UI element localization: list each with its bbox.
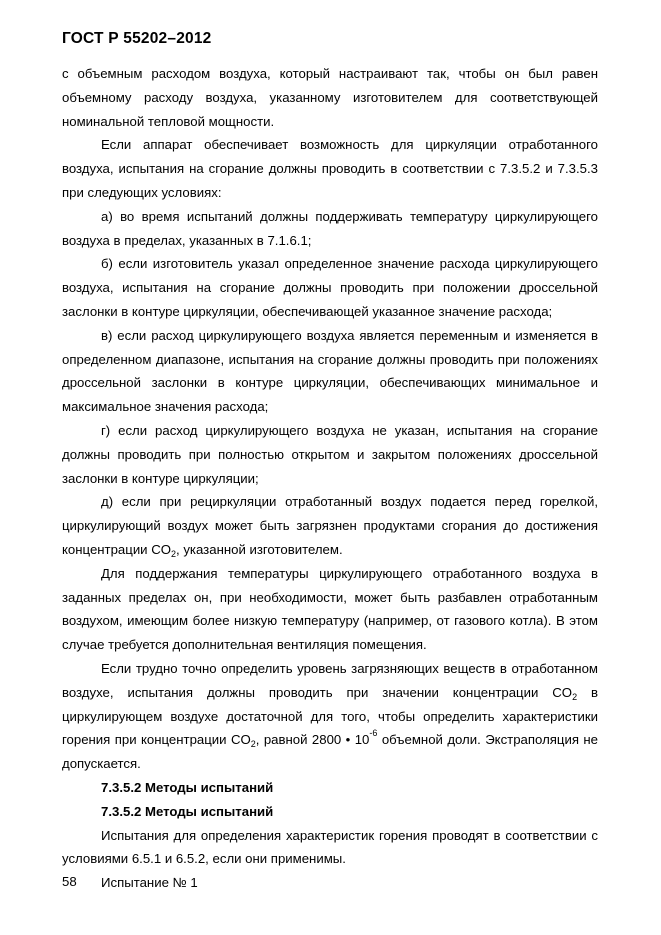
paragraph-continuation: с объемным расходом воздуха, который настраивают так, чтобы он был равен объемному расходу воздуха, указанному изготовителем для соответствующей номинальной тепловой мощности. [62,66,598,129]
document-header: ГОСТ Р 55202–2012 [62,30,212,47]
co2-subscript: 2 [572,691,578,702]
list-item-d-text-1: д) если при рециркуляции отработанный воздух подается перед горелкой, циркулирующий воздух может быть загрязнен продуктами сгорания до достижения концентрации CO [62,494,598,557]
list-item-d-text-2: , указанной изготовителем. [176,541,343,557]
co2-subscript: 2 [250,739,256,750]
list-item-v: в) если расход циркулирующего воздуха является переменным и изменяется в определенном диапазоне, испытания на сгорание должны проводить при положениях дроссельной заслонки в контуре циркуляции, обеспечивающих минимальное и максимальное значения расхода; [62,327,598,415]
page-number: 58 [62,874,77,889]
contamination-text-2: в циркулирующем воздухе достаточной для того, чтобы определить характеристики горения при концентрации CO [62,684,599,748]
paragraph-test-methods: Испытания для определения характеристик горения проводят в соответствии с условиями 6.5.1 и 6.5.2, если они применимы. [62,827,598,867]
test-title: Испытание № 1 [101,875,198,891]
paragraph-dilution: Для поддержания температуры циркулирующего отработанного воздуха в заданных пределах он, при необходимости, может быть разбавлен отработанным воздухом, имеющим более низкую температуру (например, от газового котла). В этом случае требуется дополнительная вентиляция помещения. [62,565,598,653]
list-item-b: б) если изготовитель указал определенное значение расхода циркулирующего воздуха, испытания на сгорание должны проводить при положении дроссельной заслонки в контуре циркуляции, обеспечивающей указанное значение расхода; [62,256,598,319]
co2-subscript: 2 [171,548,177,559]
section-heading: 7.3.5.2 Методы испытаний [101,779,274,795]
list-item-g: г) если расход циркулирующего воздуха не указан, испытания на сгорание должны проводить при полностью открытом и закрытом положениях дроссельной заслонки в контуре циркуляции; [62,422,598,486]
list-item-d [62,490,598,561]
paragraph-contamination [62,657,598,776]
exponent-superscript: -6 [369,728,378,739]
contamination-text-4: объемной доли. Экстраполяция не допускается. [62,732,599,772]
paragraph-circulation-intro: Если аппарат обеспечивает возможность для циркуляции отработанного воздуха, испытания на сгорание должны проводить в соответствии с 7.3.5.2 и 7.3.5.3 при следующих условиях: [62,137,598,200]
document-body [62,62,598,895]
contamination-text-3: , равной 2800 • 10 [255,732,370,748]
contamination-text-1: Если трудно точно определить уровень загрязняющих веществ в отработанном воздухе, испытания должны проводить при значении концентрации CO [62,660,598,700]
section-heading: 7.3.5.2 Методы испытаний [101,803,274,819]
list-item-a: а) во время испытаний должны поддерживать температуру циркулирующего воздуха в пределах, указанных в 7.1.6.1; [62,208,598,248]
